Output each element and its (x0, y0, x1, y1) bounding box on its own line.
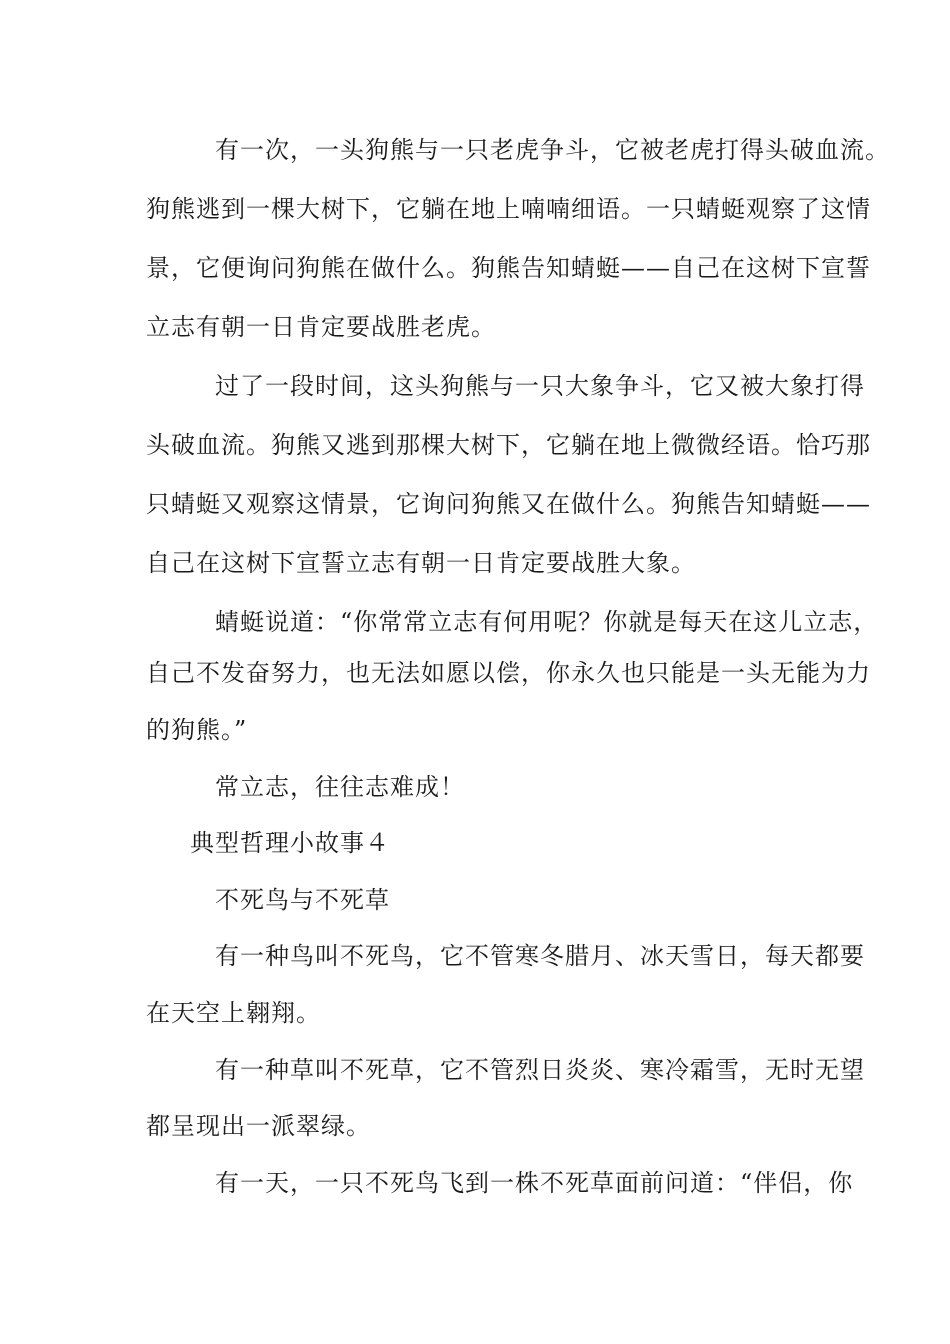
paragraph-2-line-1: 过了一段时间，这头狗熊与一只大象争斗，它又被大象打得 (215, 372, 865, 400)
paragraph-5-line-2: 都呈现出一派翠绿。 (146, 1112, 371, 1140)
paragraph-2-line-3: 只蜻蜓又观察这情景，它询问狗熊又在做什么。狗熊告知蜻蜓—— (146, 490, 871, 518)
paragraph-3-line-3: 的狗熊。” (146, 716, 248, 744)
paragraph-4-line-1: 有一种鸟叫不死鸟，它不管寒冬腊月、冰天雪日，每天都要 (215, 942, 865, 970)
story-title: 不死鸟与不死草 (215, 886, 390, 914)
paragraph-6-line-1: 有一天，一只不死鸟飞到一株不死草面前问道：“伴侣，你 (215, 1169, 854, 1197)
section-heading: 典型哲理小故事４ (190, 829, 390, 857)
paragraph-1-line-2: 狗熊逃到一棵大树下，它躺在地上喃喃细语。一只蜻蜓观察了这情 (146, 195, 871, 223)
paragraph-2-line-2: 头破血流。狗熊又逃到那棵大树下，它躺在地上微微经语。恰巧那 (146, 431, 871, 459)
moral-line: 常立志，往往志难成！ (215, 773, 465, 801)
paragraph-4-line-2: 在天空上翱翔。 (146, 999, 321, 1027)
paragraph-3-line-1: 蜻蜓说道：“你常常立志有何用呢？你就是每天在这儿立志， (215, 608, 879, 636)
paragraph-2-line-4: 自己在这树下宣誓立志有朝一日肯定要战胜大象。 (146, 549, 696, 577)
paragraph-1-line-1: 有一次，一头狗熊与一只老虎争斗，它被老虎打得头破血流。 (215, 136, 890, 164)
paragraph-5-line-1: 有一种草叫不死草，它不管烈日炎炎、寒冷霜雪，无时无望 (215, 1056, 865, 1084)
paragraph-1-line-4: 立志有朝一日肯定要战胜老虎。 (146, 313, 496, 341)
paragraph-3-line-2: 自己不发奋努力，也无法如愿以偿，你永久也只能是一头无能为力 (146, 659, 871, 687)
paragraph-1-line-3: 景，它便询问狗熊在做什么。狗熊告知蜻蜓——自己在这树下宣誓 (146, 254, 871, 282)
